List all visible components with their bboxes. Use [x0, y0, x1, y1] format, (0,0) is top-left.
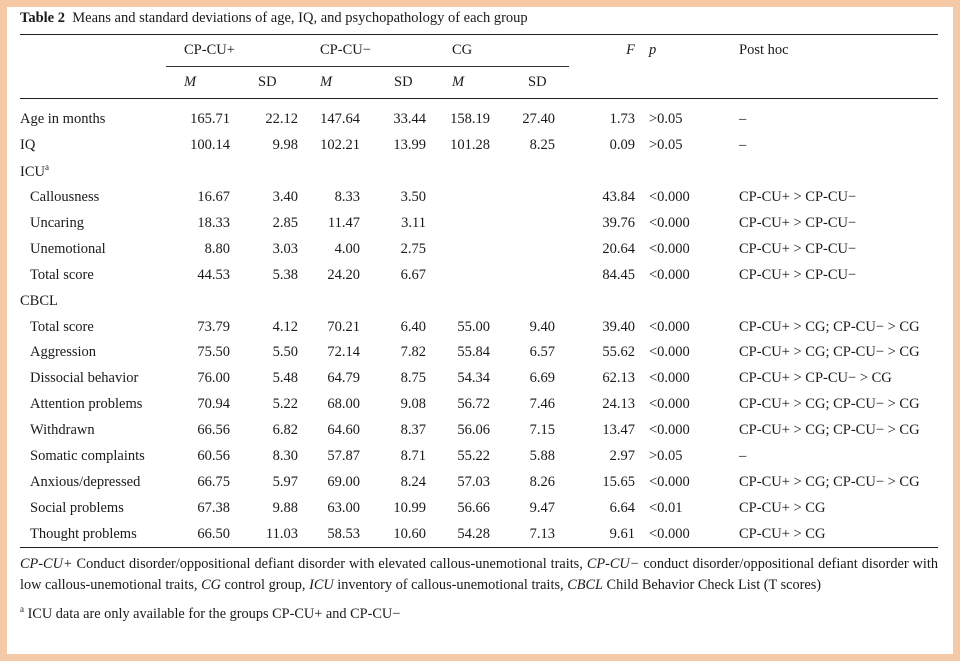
- cpcu-minus-sd-cell: 33.44: [393, 111, 426, 128]
- cg-sd-cell: 6.69: [529, 370, 555, 387]
- cpcu-minus-m-cell: 64.60: [327, 422, 360, 439]
- cg-sd-cell: 5.88: [529, 448, 555, 465]
- footnote-mark: a: [20, 604, 24, 615]
- table-row: [20, 418, 938, 444]
- cpcu-minus-m-cell: 57.87: [327, 448, 360, 465]
- section-row: [20, 159, 938, 185]
- row-label: Total score: [30, 318, 94, 335]
- row-label: Attention problems: [30, 396, 143, 413]
- cpcu-plus-m-cell: 18.33: [197, 215, 230, 231]
- row-label: IQ: [20, 137, 36, 154]
- cg-m-cell: 56.06: [457, 422, 490, 439]
- abbrev-definition: conduct disorder/oppositional defiant disorder with low callous-unemotional traits,: [20, 556, 938, 594]
- f-header: F: [626, 42, 635, 59]
- abbrev-definition: Conduct disorder/oppositional defiant disorder with elevated callous-unemotional traits,: [72, 556, 587, 573]
- row-label: Dissocial behavior: [30, 370, 139, 387]
- cpcu-plus-sd-cell: 8.30: [272, 448, 298, 465]
- f-value-cell: 84.45: [602, 266, 635, 283]
- p-value-cell: <0.000: [649, 473, 690, 490]
- cg-sd-cell: 6.57: [529, 344, 555, 361]
- cg-m-cell: [440, 159, 506, 185]
- cpcu-minus-sd-cell: 6.67: [400, 266, 426, 283]
- table-row: [20, 340, 938, 366]
- cpcu-plus-sd-cell: 6.82: [272, 422, 298, 439]
- table-row: [20, 262, 938, 288]
- f-value-cell: 24.13: [602, 396, 635, 413]
- cpcu-plus-sd-cell: 5.22: [272, 396, 298, 413]
- cpcu-plus-m-cell: 100.14: [190, 137, 230, 154]
- cg-m-cell: 54.28: [440, 521, 506, 547]
- cg-m-cell: [440, 185, 506, 211]
- cpcu-plus-sd-cell: 3.03: [272, 240, 298, 257]
- f-value-cell: 39.76: [602, 215, 635, 231]
- sd-header: SD: [374, 67, 440, 99]
- table-container: [20, 7, 938, 625]
- cg-m-cell: 55.00: [457, 318, 490, 335]
- cpcu-minus-sd-cell: 8.24: [400, 473, 426, 490]
- row-label: Anxious/depressed: [30, 473, 141, 490]
- table-row: [20, 521, 938, 547]
- cpcu-minus-sd-cell: 10.99: [393, 499, 426, 516]
- cg-sd-cell: 9.47: [529, 499, 555, 516]
- cpcu-plus-sd-cell: 5.48: [272, 370, 298, 387]
- f-value-cell: 0.09: [609, 137, 635, 154]
- footnote-text: ICU data are only available for the groups CP-CU+ and CP-CU−: [24, 605, 401, 622]
- abbrev-term: CP-CU+: [20, 556, 73, 573]
- cpcu-minus-m-cell: 63.00: [327, 499, 360, 516]
- abbrev-term: ICU: [309, 577, 334, 594]
- cpcu-minus-sd-cell: 3.11: [401, 215, 426, 231]
- table-row: [20, 444, 938, 470]
- cpcu-plus-m-cell: 66.50: [166, 521, 244, 547]
- cpcu-minus-m-cell: 11.47: [327, 215, 360, 231]
- posthoc-cell: CP-CU+ > CP-CU−: [739, 240, 857, 257]
- caption-text: Means and standard deviations of age, IQ, and psychopathology of each group: [72, 10, 528, 26]
- sd-header: SD: [506, 67, 569, 99]
- table-row: [20, 495, 938, 521]
- section-row: [20, 288, 938, 314]
- cpcu-minus-m-cell: 70.21: [327, 318, 360, 335]
- posthoc-cell: CP-CU+ > CG; CP-CU− > CG: [739, 344, 920, 361]
- cpcu-minus-m-cell: 147.64: [320, 111, 360, 128]
- table-caption: [20, 7, 938, 34]
- row-label: Withdrawn: [30, 422, 95, 439]
- p-value-cell: >0.05: [649, 137, 683, 154]
- cpcu-plus-m-cell: 76.00: [197, 370, 230, 387]
- row-label: Unemotional: [30, 240, 106, 257]
- table-row: [20, 314, 938, 340]
- cg-m-cell: 56.66: [457, 499, 490, 516]
- cpcu-plus-sd-cell: 11.03: [244, 521, 308, 547]
- abbrev-definition: inventory of callous-unemotional traits,: [333, 577, 568, 594]
- cg-m-cell: 55.22: [457, 448, 490, 465]
- cpcu-plus-m-cell: 66.75: [197, 473, 230, 490]
- cpcu-plus-sd-cell: 5.38: [272, 266, 298, 283]
- posthoc-cell: [729, 288, 938, 314]
- table-row: [20, 392, 938, 418]
- f-value-cell: 6.64: [609, 499, 635, 516]
- f-value-cell: 9.61: [569, 521, 639, 547]
- table-row: [20, 366, 938, 392]
- cpcu-minus-sd-cell: 9.08: [400, 396, 426, 413]
- m-header: M: [308, 67, 374, 99]
- footnote-mark: a: [44, 162, 49, 173]
- cpcu-plus-m-cell: 165.71: [190, 111, 230, 128]
- cpcu-minus-sd-cell: 7.82: [400, 344, 426, 361]
- p-value-cell: [639, 288, 729, 314]
- posthoc-cell: CP-CU+ > CG; CP-CU− > CG: [739, 318, 920, 335]
- posthoc-cell: CP-CU+ > CP-CU−: [739, 189, 857, 206]
- f-value-cell: 62.13: [602, 370, 635, 387]
- m-header: M: [166, 67, 244, 99]
- cpcu-minus-m-cell: [308, 288, 374, 314]
- cg-sd-cell: [506, 159, 569, 185]
- abbrev-term: CG: [201, 577, 221, 594]
- data-table: [20, 35, 938, 548]
- cpcu-plus-m-cell: 8.80: [204, 240, 230, 257]
- cg-m-cell: [440, 236, 506, 262]
- f-value-cell: 1.73: [609, 111, 635, 128]
- cg-m-cell: 54.34: [457, 370, 490, 387]
- f-value-cell: 43.84: [602, 189, 635, 206]
- p-value-cell: >0.05: [649, 111, 683, 128]
- footnote: [20, 599, 938, 625]
- cpcu-minus-m-cell: 72.14: [327, 344, 360, 361]
- cpcu-plus-m-cell: 75.50: [197, 344, 230, 361]
- f-value-cell: 13.47: [602, 422, 635, 439]
- cpcu-plus-sd-cell: 22.12: [265, 111, 298, 128]
- posthoc-cell: CP-CU+ > CG; CP-CU− > CG: [739, 473, 920, 490]
- abbrev-term: CBCL: [567, 577, 603, 594]
- cpcu-minus-m-cell: 4.00: [334, 240, 360, 257]
- cpcu-plus-m-cell: 60.56: [197, 448, 230, 465]
- cpcu-minus-sd-cell: 13.99: [393, 137, 426, 154]
- cg-sd-cell: 8.25: [529, 137, 555, 154]
- cg-sd-cell: [506, 288, 569, 314]
- m-header: M: [440, 67, 506, 99]
- cg-m-cell: 101.28: [450, 137, 490, 154]
- cg-sd-cell: 7.46: [529, 396, 555, 413]
- cpcu-plus-sd-cell: 3.40: [272, 189, 298, 206]
- f-value-cell: 2.97: [609, 448, 635, 465]
- cg-m-cell: [440, 288, 506, 314]
- p-value-cell: <0.000: [649, 189, 690, 206]
- posthoc-cell: CP-CU+ > CG; CP-CU− > CG: [739, 396, 920, 413]
- cg-sd-cell: 27.40: [522, 111, 555, 128]
- sd-header: SD: [244, 67, 308, 99]
- posthoc-cell: –: [739, 137, 747, 154]
- cpcu-plus-m-cell: 16.67: [197, 189, 230, 206]
- posthoc-cell: CP-CU+ > CP-CU−: [739, 266, 857, 283]
- p-value-cell: >0.05: [649, 448, 683, 465]
- cg-sd-cell: 9.40: [529, 318, 555, 335]
- cpcu-minus-m-cell: 8.33: [334, 189, 360, 206]
- cpcu-minus-sd-cell: [374, 288, 440, 314]
- abbrev-definition: Child Behavior Check List (T scores): [602, 577, 822, 594]
- table-row: [20, 99, 938, 133]
- posthoc-cell: –: [739, 111, 747, 128]
- p-header: p: [649, 42, 657, 59]
- row-label: Thought problems: [30, 525, 137, 542]
- table-body: [20, 99, 938, 548]
- cg-sd-cell: 7.13: [506, 521, 569, 547]
- cpcu-plus-sd-cell: 2.85: [272, 215, 298, 231]
- cpcu-plus-sd-cell: 9.88: [272, 499, 298, 516]
- row-label: Callousness: [30, 189, 100, 206]
- row-label: Somatic complaints: [30, 448, 145, 465]
- row-label: ICU: [20, 164, 45, 181]
- table-row: [20, 236, 938, 262]
- cpcu-minus-sd-cell: 10.60: [374, 521, 440, 547]
- abbrev-term: CP-CU−: [586, 556, 640, 573]
- table-row: [20, 133, 938, 159]
- cpcu-plus-m-cell: 70.94: [197, 396, 230, 413]
- cpcu-minus-m-cell: 69.00: [327, 473, 360, 490]
- cg-sd-cell: [506, 185, 569, 211]
- cg-sd-cell: 8.26: [529, 473, 555, 490]
- cpcu-minus-sd-cell: 2.75: [400, 240, 426, 257]
- cg-sd-cell: [506, 236, 569, 262]
- cpcu-plus-sd-cell: 4.12: [272, 318, 298, 335]
- cpcu-minus-sd-cell: 8.71: [400, 448, 426, 465]
- p-value-cell: <0.000: [649, 422, 690, 439]
- posthoc-cell: –: [739, 448, 747, 465]
- cpcu-minus-sd-cell: 8.75: [400, 370, 426, 387]
- f-value-cell: [569, 159, 639, 185]
- table-row: [20, 185, 938, 211]
- f-value-cell: [569, 288, 639, 314]
- posthoc-cell: CP-CU+ > CG: [739, 499, 826, 516]
- p-value-cell: <0.000: [649, 396, 690, 413]
- row-label: Total score: [30, 266, 94, 283]
- cpcu-minus-sd-cell: [374, 159, 440, 185]
- p-value-cell: <0.000: [649, 318, 690, 335]
- f-value-cell: 39.40: [602, 318, 635, 335]
- cpcu-minus-m-cell: [308, 159, 374, 185]
- p-value-cell: <0.01: [649, 499, 683, 516]
- abbrev-definition: control group,: [220, 577, 310, 594]
- posthoc-header: Post hoc: [739, 42, 789, 59]
- group-header-cg: CG: [452, 42, 473, 58]
- f-value-cell: 55.62: [602, 344, 635, 361]
- cpcu-plus-m-cell: 44.53: [197, 266, 230, 283]
- table-row: [20, 211, 938, 237]
- p-value-cell: <0.000: [649, 370, 690, 387]
- cpcu-minus-m-cell: 102.21: [320, 137, 360, 154]
- f-value-cell: 20.64: [602, 240, 635, 257]
- cpcu-plus-m-cell: [166, 288, 244, 314]
- cg-m-cell: 55.84: [457, 344, 490, 361]
- cpcu-plus-sd-cell: 5.50: [272, 344, 298, 361]
- f-value-cell: 15.65: [602, 473, 635, 490]
- abbreviations-note: [20, 554, 938, 596]
- cpcu-minus-sd-cell: 3.50: [400, 189, 426, 206]
- cpcu-plus-m-cell: 67.38: [197, 499, 230, 516]
- row-label: Age in months: [20, 111, 106, 128]
- p-value-cell: <0.000: [649, 240, 690, 257]
- cpcu-minus-m-cell: 58.53: [308, 521, 374, 547]
- header-row-stats: [20, 67, 938, 99]
- table-row: [20, 469, 938, 495]
- cpcu-minus-m-cell: 24.20: [327, 266, 360, 283]
- cpcu-minus-m-cell: 64.79: [327, 370, 360, 387]
- cpcu-minus-sd-cell: 8.37: [400, 422, 426, 439]
- posthoc-cell: CP-CU+ > CG: [729, 521, 938, 547]
- row-label: CBCL: [20, 292, 58, 309]
- cg-m-cell: 158.19: [450, 111, 490, 128]
- row-label: Uncaring: [30, 215, 84, 231]
- cpcu-plus-m-cell: [166, 159, 244, 185]
- cg-m-cell: 57.03: [457, 473, 490, 490]
- cpcu-plus-sd-cell: 5.97: [272, 473, 298, 490]
- posthoc-cell: CP-CU+ > CG; CP-CU− > CG: [739, 422, 920, 439]
- cpcu-plus-sd-cell: [244, 288, 308, 314]
- row-label: Aggression: [30, 344, 97, 361]
- cg-m-cell: [440, 262, 506, 288]
- group-header-cpcu-plus: CP-CU+: [184, 42, 235, 58]
- p-value-cell: <0.000: [639, 521, 729, 547]
- cpcu-plus-m-cell: 66.56: [197, 422, 230, 439]
- cg-sd-cell: 7.15: [529, 422, 555, 439]
- cg-m-cell: 56.72: [457, 396, 490, 413]
- caption-label: Table 2: [20, 10, 65, 26]
- posthoc-cell: CP-CU+ > CP-CU− > CG: [739, 370, 892, 387]
- cpcu-plus-sd-cell: 9.98: [272, 137, 298, 154]
- posthoc-cell: [729, 159, 938, 185]
- cpcu-minus-sd-cell: 6.40: [400, 318, 426, 335]
- cpcu-minus-m-cell: 68.00: [327, 396, 360, 413]
- cpcu-plus-sd-cell: [244, 159, 308, 185]
- group-header-cpcu-minus: CP-CU−: [320, 42, 371, 58]
- p-value-cell: [639, 159, 729, 185]
- row-label: Social problems: [30, 499, 124, 516]
- cg-m-cell: [440, 211, 506, 237]
- cpcu-plus-m-cell: 73.79: [197, 318, 230, 335]
- posthoc-cell: CP-CU+ > CP-CU−: [739, 215, 857, 231]
- cg-sd-cell: [506, 262, 569, 288]
- p-value-cell: <0.000: [649, 215, 690, 231]
- cg-sd-cell: [506, 211, 569, 237]
- p-value-cell: <0.000: [649, 266, 690, 283]
- header-row-groups: [20, 35, 938, 67]
- p-value-cell: <0.000: [649, 344, 690, 361]
